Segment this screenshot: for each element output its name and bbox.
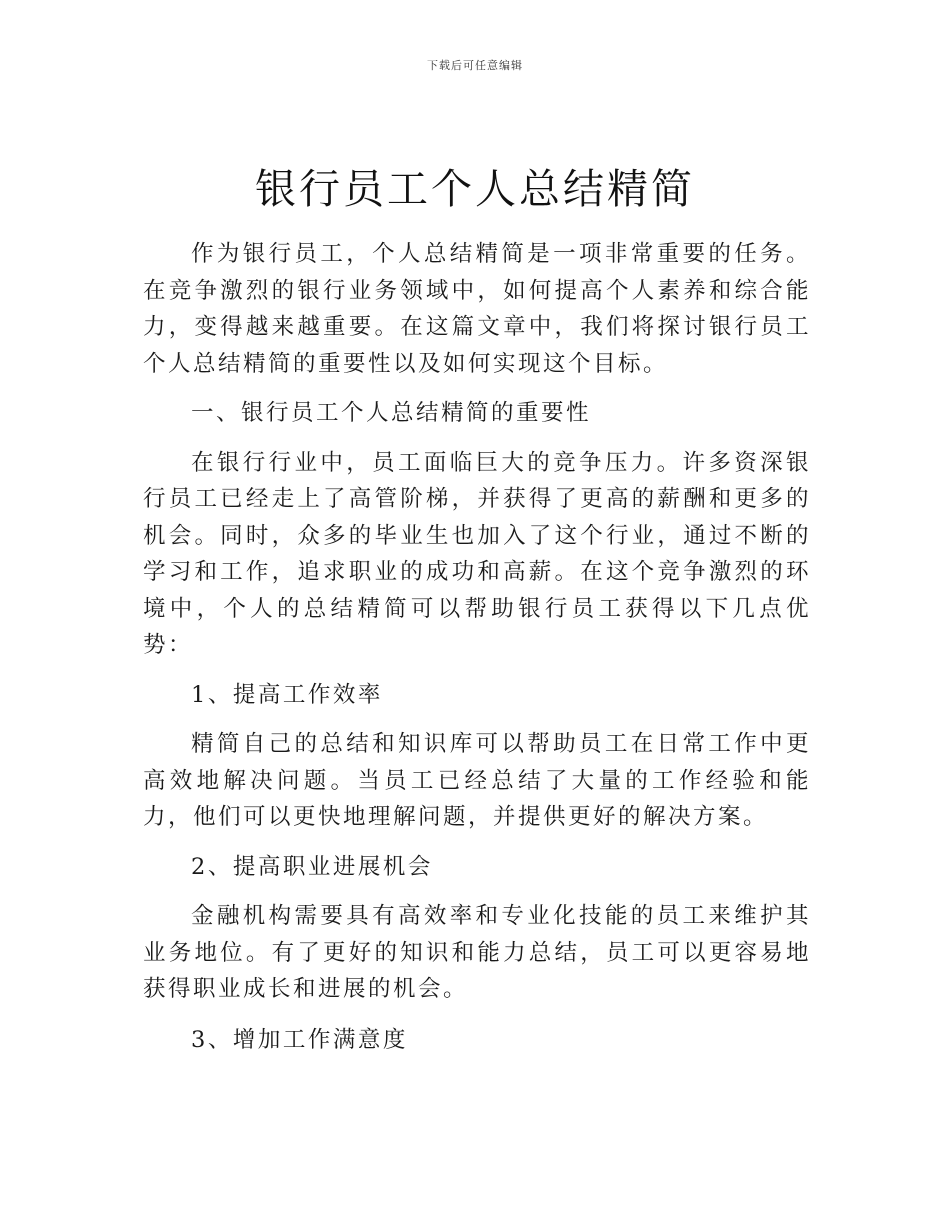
header-note: 下载后可任意编辑 bbox=[427, 59, 523, 72]
page-title: 银行员工个人总结精简 bbox=[255, 165, 695, 213]
subheading-efficiency: 1、提高工作效率 bbox=[191, 681, 383, 708]
importance-paragraph: 在银行行业中，员工面临巨大的竞争压力。许多资深银行员工已经走上了高管阶梯，并获得了更高的薪酬和更多的机会。同时，众多的毕业生也加入了这个行业，通过不断的学习和工作，追求职业的成功和高薪。在这个竞争激烈的环境中，个人的总结精简可以帮助银行员工获得以下几点优势： bbox=[143, 449, 811, 658]
intro-paragraph: 作为银行员工，个人总结精简是一项非常重要的任务。在竞争激烈的银行业务领域中，如何提高个人素养和综合能力，变得越来越重要。在这篇文章中，我们将探讨银行员工个人总结精简的重要性以及如何实现这个目标。 bbox=[143, 241, 811, 377]
career-paragraph: 金融机构需要具有高效率和专业化技能的员工来维护其业务地位。有了更好的知识和能力总结，员工可以更容易地获得职业成长和进展的机会。 bbox=[143, 903, 811, 1002]
section-heading-importance: 一、银行员工个人总结精简的重要性 bbox=[191, 400, 592, 426]
document-body bbox=[143, 236, 811, 1058]
subheading-satisfaction: 3、增加工作满意度 bbox=[191, 1026, 408, 1053]
subheading-career: 2、提高职业进展机会 bbox=[191, 853, 433, 880]
efficiency-paragraph: 精简自己的总结和知识库可以帮助员工在日常工作中更高效地解决问题。当员工已经总结了大量的工作经验和能力，他们可以更快地理解问题，并提供更好的解决方案。 bbox=[143, 731, 811, 830]
